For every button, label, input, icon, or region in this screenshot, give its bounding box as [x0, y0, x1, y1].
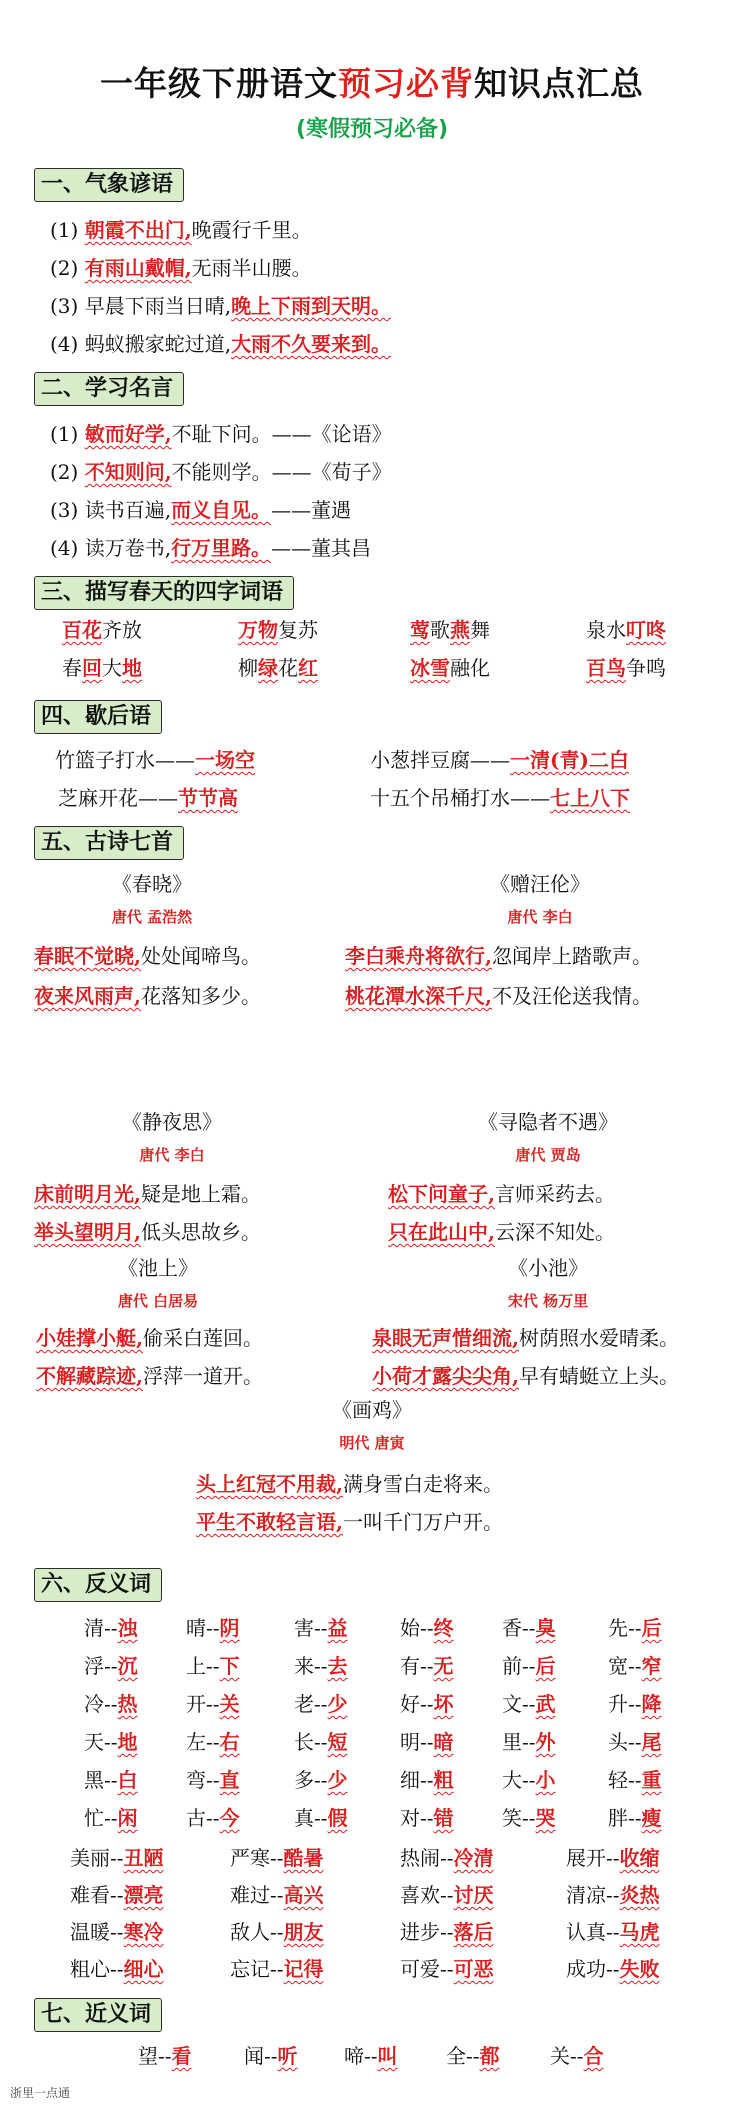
antonym-word: 笑--	[502, 1806, 536, 1830]
antonym-word: 真--	[294, 1806, 328, 1830]
antonym-phrase-word: 成功--	[566, 1957, 620, 1981]
antonym-phrase-word: 热闹--	[400, 1846, 454, 1870]
antonym-word: 害--	[294, 1616, 328, 1640]
antonym-pair	[400, 1650, 454, 1679]
antonym-phrase-pair	[70, 1916, 164, 1945]
quote-line-2: (2) 不知则问,不能则学。——《荀子》	[50, 460, 392, 484]
spring-word-part: 百花	[62, 618, 102, 642]
antonym-pair	[84, 1688, 138, 1717]
synonym-word: 望--	[138, 2044, 172, 2068]
antonym-phrase-word: 清凉--	[566, 1883, 620, 1907]
antonym-phrase-answer: 讨厌	[453, 1883, 494, 1907]
xiehouyu-4: 十五个吊桶打水——七上八下	[370, 786, 630, 810]
antonym-phrase-pair	[400, 1916, 494, 1945]
poem-title: 《春晓》	[112, 872, 192, 896]
antonym-word: 大--	[502, 1768, 536, 1792]
antonym-answer: 右	[219, 1730, 240, 1754]
spring-word	[238, 652, 318, 681]
antonym-pair	[84, 1726, 138, 1755]
section-heading-synonyms: 七、近义词	[34, 1998, 162, 2032]
spring-word-part: 红	[298, 656, 318, 680]
antonym-word: 古--	[186, 1806, 220, 1830]
poem-line	[196, 1506, 503, 1535]
spring-word	[62, 614, 142, 643]
synonym-word: 啼--	[344, 2044, 378, 2068]
antonym-answer: 假	[327, 1806, 348, 1830]
antonym-answer: 窄	[641, 1654, 662, 1678]
poem-line-rest: 不及汪伦送我情。	[491, 984, 652, 1008]
antonym-word: 好--	[400, 1692, 434, 1716]
poem-title: 《静夜思》	[122, 1110, 222, 1134]
poem-author: 宋代 杨万里	[507, 1292, 589, 1310]
synonym-word: 关--	[550, 2044, 584, 2068]
poem-line	[36, 1360, 263, 1389]
synonym-pair	[138, 2040, 192, 2069]
antonym-word: 文--	[502, 1692, 536, 1716]
poem-line-rest: 云深不知处。	[494, 1220, 615, 1244]
page-title: 一年级下册语文预习必背知识点汇总	[100, 64, 644, 103]
poem-line	[34, 1216, 261, 1245]
antonym-phrase-word: 进步--	[400, 1920, 454, 1944]
section-heading-spring-words: 三、描写春天的四字词语	[34, 576, 294, 610]
antonym-word: 始--	[400, 1616, 434, 1640]
antonym-word: 对--	[400, 1806, 434, 1830]
spring-word-part: 百鸟	[586, 656, 626, 680]
antonym-phrase-answer: 朋友	[283, 1920, 324, 1944]
antonym-pair	[294, 1802, 348, 1831]
antonym-answer: 阴	[219, 1616, 240, 1640]
spring-word	[238, 614, 318, 643]
antonym-word: 开--	[186, 1692, 220, 1716]
antonym-pair	[608, 1612, 662, 1641]
antonym-phrase-pair	[566, 1953, 660, 1982]
poem-line-highlight: 头上红冠不用裁,	[196, 1472, 343, 1496]
section-heading-quotes: 二、学习名言	[34, 372, 184, 406]
antonym-word: 天--	[84, 1730, 118, 1754]
antonym-phrase-answer: 失败	[619, 1957, 660, 1981]
poem-line-highlight: 床前明月光,	[34, 1182, 141, 1206]
antonym-pair	[608, 1650, 662, 1679]
antonym-phrase-answer: 细心	[123, 1957, 164, 1981]
antonym-answer: 关	[219, 1692, 240, 1716]
poem-author: 唐代 孟浩然	[111, 908, 193, 926]
antonym-answer: 今	[219, 1806, 240, 1830]
spring-word	[586, 652, 666, 681]
synonym-pair	[244, 2040, 298, 2069]
xiehouyu-3: 芝麻开花——节节高	[58, 786, 238, 810]
antonym-pair	[186, 1802, 240, 1831]
antonym-pair	[294, 1688, 348, 1717]
antonym-pair	[400, 1612, 454, 1641]
antonym-phrase-pair	[230, 1916, 324, 1945]
antonym-answer: 降	[641, 1692, 662, 1716]
antonym-phrase-pair	[566, 1842, 660, 1871]
antonym-word: 老--	[294, 1692, 328, 1716]
xiehouyu-2: 小葱拌豆腐——一清(青)二白	[370, 748, 629, 772]
antonym-phrase-word: 认真--	[566, 1920, 620, 1944]
antonym-word: 黑--	[84, 1768, 118, 1792]
antonym-word: 忙--	[84, 1806, 118, 1830]
antonym-word: 左--	[186, 1730, 220, 1754]
poem-line-highlight: 不解藏踪迹,	[36, 1364, 143, 1388]
spring-word-part: 绿	[258, 656, 278, 680]
antonym-answer: 武	[535, 1692, 556, 1716]
antonym-pair	[84, 1802, 138, 1831]
spring-word-part: 燕	[450, 618, 470, 642]
antonym-pair	[294, 1764, 348, 1793]
poem-line	[372, 1322, 679, 1351]
section-heading-antonyms: 六、反义词	[34, 1568, 162, 1602]
antonym-pair	[400, 1802, 454, 1831]
antonym-pair	[608, 1688, 662, 1717]
poem-line-rest: 浮萍一道开。	[142, 1364, 263, 1388]
poem-line-highlight: 举头望明月,	[34, 1220, 141, 1244]
poem-author: 唐代 贾岛	[515, 1146, 581, 1164]
spring-word	[62, 652, 142, 681]
antonym-pair	[294, 1650, 348, 1679]
antonym-pair	[186, 1764, 240, 1793]
page-subtitle: (寒假预习必备)	[295, 117, 449, 142]
spring-word-part: 春	[62, 656, 82, 680]
antonym-word: 长--	[294, 1730, 328, 1754]
antonym-phrase-pair	[230, 1953, 324, 1982]
poem-title: 《赠汪伦》	[490, 872, 590, 896]
antonym-answer: 终	[433, 1616, 454, 1640]
antonym-answer: 直	[219, 1768, 240, 1792]
quote-line-3: (3) 读书百遍,而义自见。——董遇	[50, 498, 352, 522]
antonym-phrase-word: 可爱--	[400, 1957, 454, 1981]
antonym-word: 清--	[84, 1616, 118, 1640]
antonym-answer: 暗	[433, 1730, 454, 1754]
poem-line-rest: 一叫千门万户开。	[342, 1510, 503, 1534]
poem-line-rest: 早有蜻蜓立上头。	[518, 1364, 679, 1388]
antonym-phrase-pair	[400, 1953, 494, 1982]
quote-line-4: (4) 读万卷书,行万里路。——董其昌	[50, 536, 372, 560]
poem-title: 《小池》	[508, 1256, 588, 1280]
antonym-pair	[186, 1726, 240, 1755]
poem-title: 《寻隐者不遇》	[478, 1110, 618, 1134]
antonym-pair	[84, 1612, 138, 1641]
antonym-phrase-pair	[70, 1879, 164, 1908]
poem-line-rest: 忽闻岸上踏歌声。	[491, 944, 652, 968]
antonym-word: 明--	[400, 1730, 434, 1754]
antonym-word: 浮--	[84, 1654, 118, 1678]
antonym-word: 胖--	[608, 1806, 642, 1830]
antonym-answer: 粗	[433, 1768, 454, 1792]
proverb-line-2: (2) 有雨山戴帽,无雨半山腰。	[50, 256, 312, 280]
antonym-pair	[502, 1802, 556, 1831]
poem-author: 明代 唐寅	[339, 1434, 405, 1452]
antonym-phrase-word: 温暖--	[70, 1920, 124, 1944]
synonym-pair	[446, 2040, 500, 2069]
antonym-phrase-pair	[566, 1879, 660, 1908]
antonym-phrase-answer: 马虎	[619, 1920, 660, 1944]
synonym-pair	[344, 2040, 398, 2069]
poem-line	[345, 940, 652, 969]
antonym-pair	[502, 1688, 556, 1717]
antonym-answer: 臭	[535, 1616, 556, 1640]
poem-line-rest: 疑是地上霜。	[140, 1182, 261, 1206]
spring-word-part: 舞	[470, 618, 490, 642]
antonym-answer: 下	[219, 1654, 240, 1678]
poem-line-rest: 言师采药去。	[494, 1182, 615, 1206]
poem-line-highlight: 泉眼无声惜细流,	[372, 1326, 519, 1350]
antonym-pair	[186, 1650, 240, 1679]
poem-line-highlight: 桃花潭水深千尺,	[345, 984, 492, 1008]
synonym-answer: 看	[171, 2044, 192, 2068]
antonym-answer: 重	[641, 1768, 662, 1792]
antonym-answer: 少	[327, 1692, 348, 1716]
antonym-phrase-answer: 记得	[283, 1957, 324, 1981]
antonym-phrase-pair	[70, 1842, 164, 1871]
poem-line	[34, 940, 261, 969]
antonym-word: 前--	[502, 1654, 536, 1678]
antonym-pair	[84, 1764, 138, 1793]
antonym-word: 里--	[502, 1730, 536, 1754]
spring-word-part: 莺	[410, 618, 430, 642]
antonym-phrase-pair	[566, 1916, 660, 1945]
antonym-phrase-word: 难过--	[230, 1883, 284, 1907]
antonym-pair	[502, 1726, 556, 1755]
antonym-answer: 益	[327, 1616, 348, 1640]
poem-line	[34, 980, 261, 1009]
section-heading-xiehouyu: 四、歇后语	[34, 700, 162, 734]
synonym-pair	[550, 2040, 604, 2069]
poem-title: 《池上》	[118, 1256, 198, 1280]
antonym-phrase-answer: 落后	[453, 1920, 494, 1944]
antonym-answer: 后	[641, 1616, 662, 1640]
antonym-answer: 后	[535, 1654, 556, 1678]
poem-title: 《画鸡》	[332, 1398, 412, 1422]
poem-line-rest: 满身雪白走将来。	[342, 1472, 503, 1496]
antonym-phrase-pair	[230, 1879, 324, 1908]
antonym-phrase-word: 喜欢--	[400, 1883, 454, 1907]
antonym-phrase-answer: 冷清	[453, 1846, 494, 1870]
spring-word-part: 万物	[238, 618, 278, 642]
poem-line-rest: 处处闻啼鸟。	[140, 944, 261, 968]
poem-line-rest: 树荫照水爱晴柔。	[518, 1326, 679, 1350]
proverb-line-4: (4) 蚂蚁搬家蛇过道,大雨不久要来到。	[50, 332, 392, 356]
antonym-phrase-answer: 收缩	[619, 1846, 660, 1870]
poem-line-rest: 低头思故乡。	[140, 1220, 261, 1244]
section-heading-proverbs: 一、气象谚语	[34, 168, 184, 202]
antonym-phrase-word: 敌人--	[230, 1920, 284, 1944]
antonym-answer: 白	[117, 1768, 138, 1792]
antonym-phrase-word: 忘记--	[230, 1957, 284, 1981]
antonym-answer: 小	[535, 1768, 556, 1792]
antonym-pair	[294, 1726, 348, 1755]
antonym-word: 升--	[608, 1692, 642, 1716]
spring-word-part: 柳	[238, 656, 258, 680]
antonym-pair	[400, 1764, 454, 1793]
antonym-answer: 错	[433, 1806, 454, 1830]
spring-word	[586, 614, 666, 643]
section-heading-poems: 五、古诗七首	[34, 826, 184, 860]
antonym-pair	[186, 1612, 240, 1641]
antonym-word: 多--	[294, 1768, 328, 1792]
antonym-phrase-pair	[70, 1953, 164, 1982]
antonym-answer: 去	[327, 1654, 348, 1678]
synonym-answer: 合	[583, 2044, 604, 2068]
poem-line	[388, 1216, 615, 1245]
antonym-word: 香--	[502, 1616, 536, 1640]
antonym-phrase-word: 粗心--	[70, 1957, 124, 1981]
antonym-pair	[84, 1650, 138, 1679]
antonym-answer: 短	[327, 1730, 348, 1754]
poem-line-rest: 花落知多少。	[140, 984, 261, 1008]
poem-line	[345, 980, 652, 1009]
antonym-phrase-answer: 寒冷	[123, 1920, 164, 1944]
antonym-word: 上--	[186, 1654, 220, 1678]
antonym-word: 冷--	[84, 1692, 118, 1716]
spring-word	[410, 652, 490, 681]
antonym-answer: 瘦	[641, 1806, 662, 1830]
antonym-answer: 少	[327, 1768, 348, 1792]
spring-word-part: 大	[102, 656, 122, 680]
antonym-answer: 坏	[433, 1692, 454, 1716]
antonym-pair	[186, 1688, 240, 1717]
antonym-word: 宽--	[608, 1654, 642, 1678]
poem-line	[388, 1178, 615, 1207]
poem-line	[372, 1360, 679, 1389]
poem-author: 唐代 李白	[507, 908, 573, 926]
antonym-pair	[608, 1802, 662, 1831]
antonym-pair	[608, 1764, 662, 1793]
poem-line	[196, 1468, 503, 1497]
antonym-answer: 闲	[117, 1806, 138, 1830]
spring-word-part: 复苏	[278, 618, 318, 642]
antonym-word: 晴--	[186, 1616, 220, 1640]
antonym-phrase-answer: 高兴	[283, 1883, 324, 1907]
spring-word-part: 冰雪	[410, 656, 450, 680]
spring-word-part: 花	[278, 656, 298, 680]
proverb-line-3: (3) 早晨下雨当日晴,晚上下雨到天明。	[50, 294, 392, 318]
antonym-answer: 浊	[117, 1616, 138, 1640]
antonym-word: 来--	[294, 1654, 328, 1678]
antonym-word: 细--	[400, 1768, 434, 1792]
poem-line-highlight: 平生不敢轻言语,	[196, 1510, 343, 1534]
antonym-phrase-pair	[230, 1842, 324, 1871]
antonym-phrase-answer: 炎热	[619, 1883, 660, 1907]
antonym-word: 轻--	[608, 1768, 642, 1792]
antonym-phrase-pair	[400, 1879, 494, 1908]
antonym-word: 头--	[608, 1730, 642, 1754]
antonym-pair	[608, 1726, 662, 1755]
antonym-answer: 尾	[641, 1730, 662, 1754]
antonym-phrase-answer: 丑陋	[123, 1846, 164, 1870]
synonym-word: 全--	[446, 2044, 480, 2068]
spring-word-part: 回	[82, 656, 102, 680]
antonym-phrase-word: 美丽--	[70, 1846, 124, 1870]
poem-line-highlight: 只在此山中,	[388, 1220, 495, 1244]
watermark: 浙里一点通	[10, 2086, 71, 2100]
antonym-pair	[502, 1612, 556, 1641]
synonym-word: 闻--	[244, 2044, 278, 2068]
antonym-word: 弯--	[186, 1768, 220, 1792]
spring-word-part: 融化	[450, 656, 490, 680]
antonym-pair	[502, 1764, 556, 1793]
antonym-answer: 哭	[535, 1806, 556, 1830]
poem-line-highlight: 李白乘舟将欲行,	[345, 944, 492, 968]
antonym-phrase-word: 难看--	[70, 1883, 124, 1907]
antonym-word: 有--	[400, 1654, 434, 1678]
xiehouyu-1: 竹篮子打水——一场空	[55, 748, 255, 772]
antonym-pair	[294, 1612, 348, 1641]
spring-word-part: 泉水	[586, 618, 626, 642]
spring-word-part: 歌	[430, 618, 450, 642]
synonym-answer: 听	[277, 2044, 298, 2068]
antonym-answer: 沉	[117, 1654, 138, 1678]
antonym-pair	[502, 1650, 556, 1679]
synonym-answer: 叫	[377, 2044, 398, 2068]
antonym-pair	[400, 1726, 454, 1755]
antonym-pair	[400, 1688, 454, 1717]
antonym-phrase-word: 展开--	[566, 1846, 620, 1870]
poem-line-highlight: 松下问童子,	[388, 1182, 495, 1206]
poem-line-highlight: 小娃撑小艇,	[36, 1326, 143, 1350]
poem-line-highlight: 夜来风雨声,	[34, 984, 141, 1008]
antonym-phrase-answer: 可恶	[453, 1957, 494, 1981]
antonym-phrase-word: 严寒--	[230, 1846, 284, 1870]
antonym-phrase-answer: 酷暑	[283, 1846, 324, 1870]
spring-word-part: 地	[122, 656, 142, 680]
antonym-answer: 外	[535, 1730, 556, 1754]
spring-word-part: 争鸣	[626, 656, 666, 680]
poem-line	[36, 1322, 263, 1351]
spring-word-part: 叮咚	[626, 618, 666, 642]
spring-word	[410, 614, 490, 643]
synonym-answer: 都	[479, 2044, 500, 2068]
poem-line-rest: 偷采白莲回。	[142, 1326, 263, 1350]
poem-author: 唐代 白居易	[117, 1292, 199, 1310]
poem-author: 唐代 李白	[139, 1146, 205, 1164]
poem-line	[34, 1178, 261, 1207]
proverb-line-1: (1) 朝霞不出门,晚霞行千里。	[50, 218, 312, 242]
antonym-answer: 无	[433, 1654, 454, 1678]
antonym-word: 先--	[608, 1616, 642, 1640]
antonym-phrase-answer: 漂亮	[123, 1883, 164, 1907]
spring-word-part: 齐放	[102, 618, 142, 642]
poem-line-highlight: 小荷才露尖尖角,	[372, 1364, 519, 1388]
antonym-answer: 地	[117, 1730, 138, 1754]
antonym-phrase-pair	[400, 1842, 494, 1871]
antonym-answer: 热	[117, 1692, 138, 1716]
poem-line-highlight: 春眠不觉晓,	[34, 944, 141, 968]
quote-line-1: (1) 敏而好学,不耻下问。——《论语》	[50, 422, 392, 446]
